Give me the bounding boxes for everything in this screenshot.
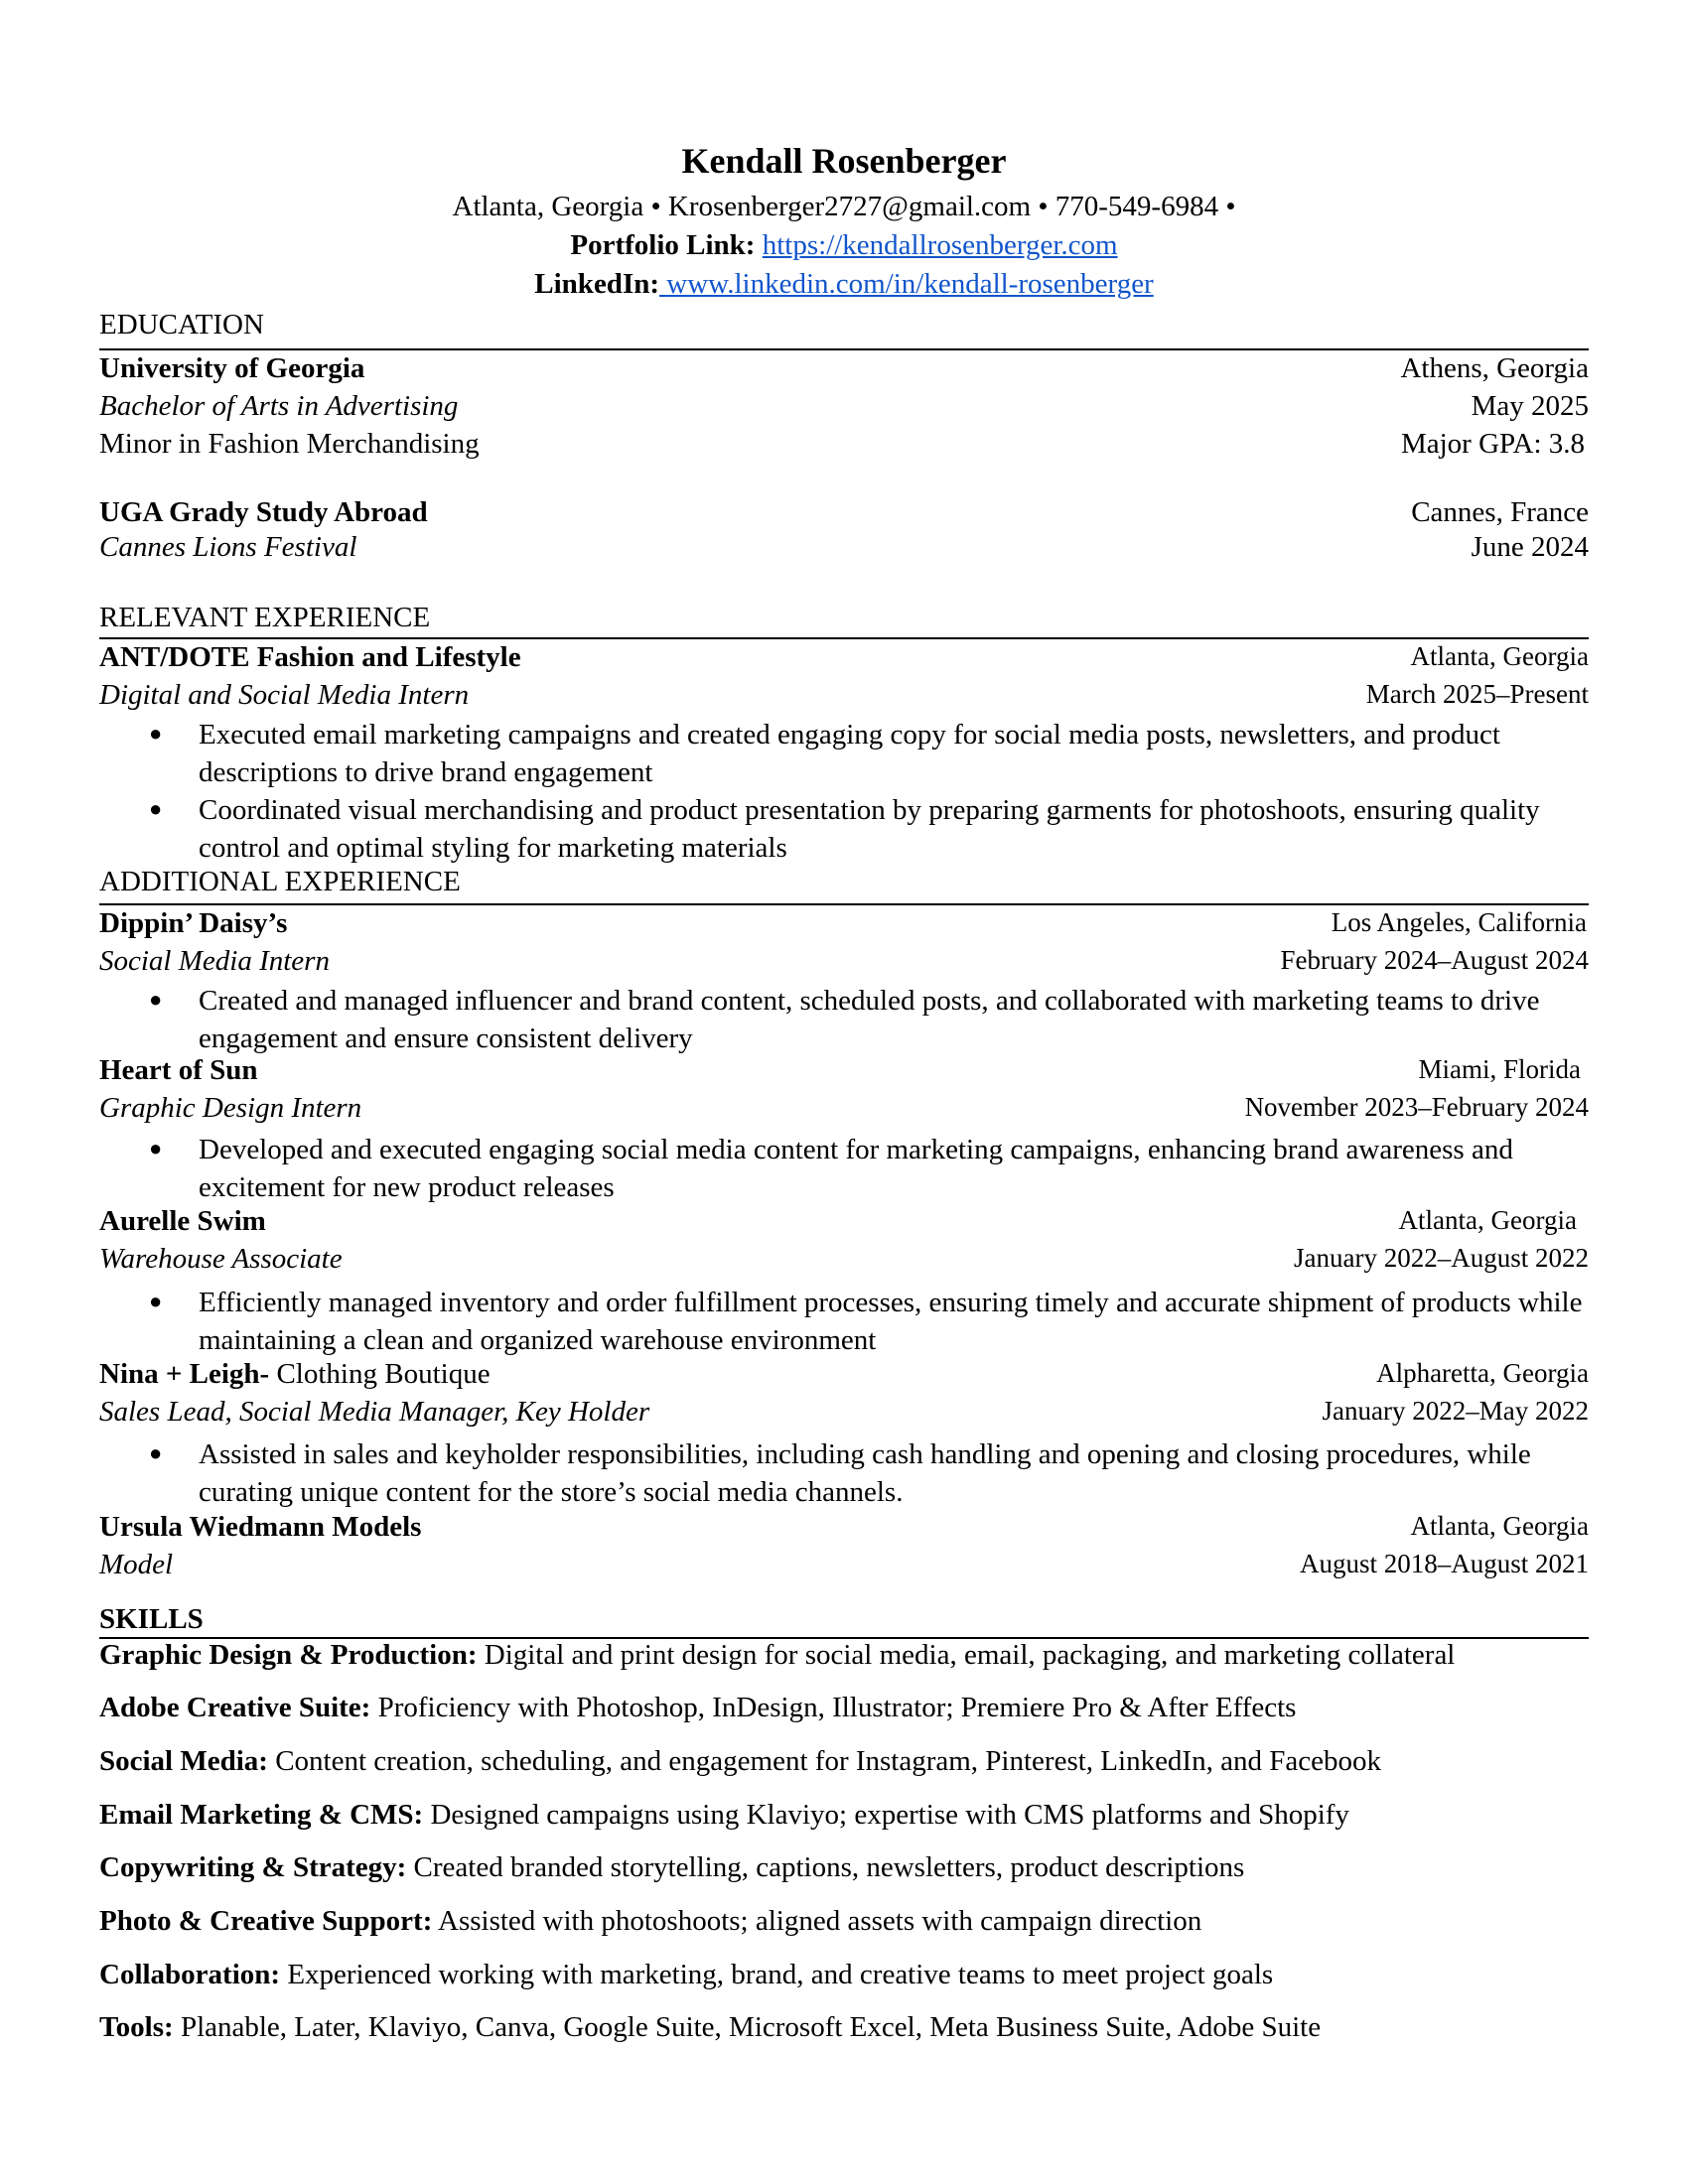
skill-row <box>99 1853 1244 1882</box>
job-dates: August 2018–August 2021 <box>1299 1549 1589 1578</box>
contact-line: Atlanta, Georgia • Krosenberger2727@gmail.com • 770-549-6984 • <box>452 191 1236 222</box>
section-heading-skills: SKILLS <box>99 1603 204 1635</box>
job-location: Miami, Florida <box>1418 1054 1581 1084</box>
company-name: Dippin’ Daisy’s <box>99 907 288 939</box>
bullet-icon: ● <box>149 1136 163 1160</box>
job-title: Sales Lead, Social Media Manager, Key Holder <box>99 1396 650 1428</box>
degree: Bachelor of Arts in Advertising <box>99 390 459 422</box>
skill-row <box>99 1747 1381 1776</box>
skill-text: Planable, Later, Klaviyo, Canva, Google Suite, Microsoft Excel, Meta Business Suite, Adobe Suite <box>173 2011 1322 2043</box>
gpa: Major GPA: 3.8 <box>1400 428 1585 460</box>
job-bullet: Created and managed influencer and brand content, scheduled posts, and collaborated with marketing teams to drive engagement and ensure consistent delivery <box>199 985 1540 1054</box>
program-detail: Cannes Lions Festival <box>99 531 357 563</box>
skill-text: Assisted with photoshoots; aligned assets with campaign direction <box>432 1905 1202 1937</box>
bullet-icon: ● <box>149 1440 163 1465</box>
job-bullet: Efficiently managed inventory and order fulfillment processes, ensuring timely and accurate shipment of products while maintaining a clean and organized warehouse environment <box>199 1287 1583 1356</box>
section-heading-education: EDUCATION <box>99 309 264 341</box>
job-title: Warehouse Associate <box>99 1243 343 1275</box>
candidate-name: Kendall Rosenberger <box>681 141 1007 181</box>
linkedin-link[interactable]: www.linkedin.com/in/kendall-rosenberger <box>659 268 1154 300</box>
skill-label: Photo & Creative Support: <box>99 1905 433 1937</box>
portfolio-label: Portfolio Link: <box>570 229 756 261</box>
company-line <box>99 1360 491 1389</box>
section-divider <box>99 903 1589 905</box>
school-location: Athens, Georgia <box>1400 352 1589 384</box>
job-bullet: Executed email marketing campaigns and created engaging copy for social media posts, newsletters, and product descriptions to drive brand engagement <box>199 719 1500 788</box>
skill-text: Proficiency with Photoshop, InDesign, Illustrator; Premiere Pro & After Effects <box>370 1692 1297 1723</box>
job-dates: February 2024–August 2024 <box>1280 945 1589 975</box>
skill-label: Graphic Design & Production: <box>99 1639 478 1671</box>
bullet-icon: ● <box>149 796 163 821</box>
job-location: Atlanta, Georgia <box>1410 641 1589 671</box>
company-name: Ursula Wiedmann Models <box>99 1511 422 1543</box>
skill-text: Experienced working with marketing, brand, and creative teams to meet project goals <box>280 1959 1274 1990</box>
skill-text: Digital and print design for social media, email, packaging, and marketing collateral <box>477 1639 1456 1671</box>
job-location: Alpharetta, Georgia <box>1376 1358 1589 1388</box>
job-location: Los Angeles, California <box>1331 907 1587 937</box>
section-heading-relevant-experience: RELEVANT EXPERIENCE <box>99 602 431 633</box>
skill-text: Content creation, scheduling, and engagement for Instagram, Pinterest, LinkedIn, and Facebook <box>267 1745 1381 1777</box>
bullet-icon: ● <box>149 1289 163 1313</box>
job-bullet: Developed and executed engaging social media content for marketing campaigns, enhancing brand awareness and excitement for new product releases <box>199 1134 1513 1203</box>
skill-row <box>99 1641 1455 1670</box>
job-title: Digital and Social Media Intern <box>99 679 470 711</box>
job-title: Graphic Design Intern <box>99 1092 362 1124</box>
job-title: Model <box>99 1549 174 1580</box>
program-date: June 2024 <box>1471 531 1589 563</box>
company-name: Nina + Leigh- <box>99 1358 270 1390</box>
job-location: Atlanta, Georgia <box>1410 1511 1589 1541</box>
job-dates: November 2023–February 2024 <box>1244 1092 1589 1122</box>
skill-label: Social Media: <box>99 1745 268 1777</box>
portfolio-line <box>0 231 1688 260</box>
graduation-date: May 2025 <box>1471 390 1589 422</box>
skill-row <box>99 2013 1321 2042</box>
skill-row <box>99 1961 1273 1989</box>
linkedin-line <box>0 270 1688 299</box>
skill-text: Created branded storytelling, captions, newsletters, product descriptions <box>406 1851 1245 1883</box>
section-heading-additional-experience: ADDITIONAL EXPERIENCE <box>99 866 461 897</box>
job-title: Social Media Intern <box>99 945 330 977</box>
skill-label: Collaboration: <box>99 1959 281 1990</box>
bullet-icon: ● <box>149 987 163 1012</box>
section-divider <box>99 348 1589 350</box>
skill-row <box>99 1801 1349 1830</box>
skill-label: Adobe Creative Suite: <box>99 1692 371 1723</box>
skill-label: Tools: <box>99 2011 174 2043</box>
school-name: University of Georgia <box>99 352 365 384</box>
linkedin-label: LinkedIn: <box>534 268 660 300</box>
skill-label: Copywriting & Strategy: <box>99 1851 407 1883</box>
job-dates: January 2022–May 2022 <box>1322 1396 1589 1426</box>
company-name: ANT/DOTE Fashion and Lifestyle <box>99 641 521 673</box>
job-bullet: Coordinated visual merchandising and product presentation by preparing garments for photoshoots, ensuring quality control and optimal styling for marketing materials <box>199 794 1540 864</box>
job-location: Atlanta, Georgia <box>1398 1205 1577 1235</box>
skill-row <box>99 1694 1296 1722</box>
company-name: Aurelle Swim <box>99 1205 266 1237</box>
company-name: Heart of Sun <box>99 1054 258 1086</box>
job-bullet: Assisted in sales and keyholder responsibilities, including cash handling and opening and closing procedures, while curating unique content for the store’s social media channels. <box>199 1438 1531 1508</box>
bullet-icon: ● <box>149 721 163 746</box>
job-dates: January 2022–August 2022 <box>1294 1243 1589 1273</box>
skill-label: Email Marketing & CMS: <box>99 1799 424 1831</box>
company-descriptor: Clothing Boutique <box>269 1358 491 1390</box>
program-location: Cannes, France <box>1411 496 1589 528</box>
job-dates: March 2025–Present <box>1365 679 1589 709</box>
program-name: UGA Grady Study Abroad <box>99 496 428 528</box>
minor: Minor in Fashion Merchandising <box>99 428 480 460</box>
portfolio-link[interactable]: https://kendallrosenberger.com <box>762 229 1118 261</box>
skill-text: Designed campaigns using Klaviyo; expertise with CMS platforms and Shopify <box>423 1799 1349 1831</box>
section-divider <box>99 637 1589 639</box>
skill-row <box>99 1907 1201 1936</box>
